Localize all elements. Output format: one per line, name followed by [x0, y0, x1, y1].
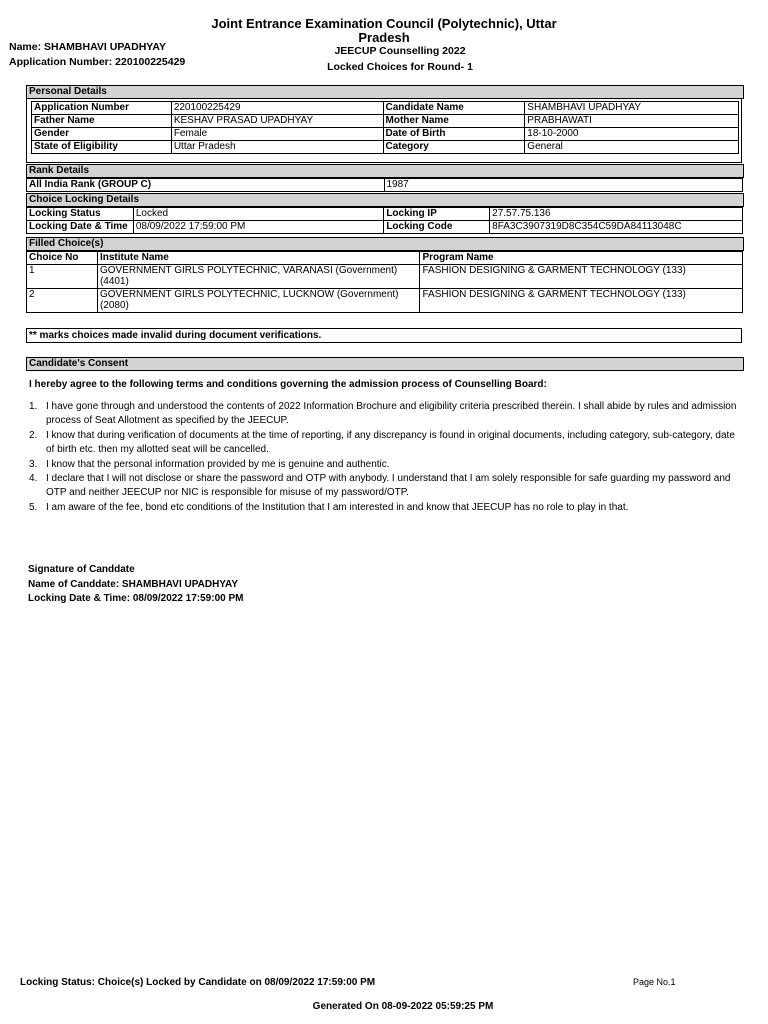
choice-no: 2 [27, 289, 98, 313]
signature-block [28, 563, 243, 607]
dob-label: Date of Birth [383, 128, 525, 141]
table-header-row [27, 252, 743, 265]
list-item: 1. I have gone through and understood the contents of 2022 Information Brochure and eligibility criteria prescribed therein. I shall abide by rules and admission process of Seat Allotment as specified by the JEECUP. [29, 401, 737, 427]
title-line-2: Pradesh [358, 30, 410, 45]
consent-item-text: I have gone through and understood the contents of 2022 Information Brochure and eligibility criteria prescribed therein. I shall abide by rules and admission process of Seat Allotment as specified by the JEECUP. [46, 401, 737, 427]
category-label: Category [383, 141, 525, 154]
invalid-choices-note: ** marks choices made invalid during document verifications. [26, 328, 742, 343]
consent-header: Candidate's Consent [26, 357, 744, 371]
counselling-subtitle: JEECUP Counselling 2022 [334, 45, 466, 57]
personal-details-header: Personal Details [26, 85, 744, 99]
locking-code-label: Locking Code [384, 221, 490, 234]
locking-status-label: Locking Status [27, 208, 134, 221]
gender-label: Gender [32, 128, 172, 141]
table-row [27, 221, 743, 234]
institute-name: GOVERNMENT GIRLS POLYTECHNIC, VARANASI (Government) (4401) [97, 265, 420, 289]
dob-value: 18-10-2000 [525, 128, 739, 141]
rank-details-table [26, 178, 743, 192]
state-value: Uttar Pradesh [171, 141, 383, 154]
personal-details-table [31, 101, 739, 154]
consent-intro: I hereby agree to the following terms and conditions governing the admission process of Counselling Board: [29, 379, 547, 390]
consent-list [29, 400, 744, 515]
rank-value: 1987 [384, 179, 743, 192]
generated-on: Generated On 08-09-2022 05:59:25 PM [312, 1001, 494, 1012]
round-subtitle: Locked Choices for Round- 1 [327, 61, 473, 73]
filled-choices-header: Filled Choice(s) [26, 237, 744, 251]
rank-details-header: Rank Details [26, 164, 744, 178]
father-name-label: Father Name [32, 115, 172, 128]
choice-locking-table [26, 207, 743, 234]
institute-name: GOVERNMENT GIRLS POLYTECHNIC, LUCKNOW (Government) (2080) [97, 289, 420, 313]
list-item: 4. I declare that I will not disclose or share the password and OTP with anybody. I understand that I am solely responsible for safe guarding my password and OTP and neither JEECUP nor NIC is responsible for misuse of my password/OTP. [29, 473, 731, 499]
father-name-value: KESHAV PRASAD UPADHYAY [171, 115, 383, 128]
consent-item-text: I am aware of the fee, bond etc conditions of the Institution that I am interested in and know that JEECUP has no role to play in that. [46, 501, 629, 513]
gender-value: Female [171, 128, 383, 141]
table-row [27, 179, 743, 192]
locking-ip-label: Locking IP [384, 208, 490, 221]
header-application-number: Application Number: 220100225429 [9, 56, 186, 68]
candidate-name-value: SHAMBHAVI UPADHYAY [525, 102, 739, 115]
signature-label: Signature of Canddate [28, 564, 135, 575]
consent-item-text: I declare that I will not disclose or share the password and OTP with anybody. I understand that I am solely responsible for safe guarding my password and OTP and neither JEECUP nor NIC is responsible for misuse of my password/OTP. [46, 473, 731, 499]
program-name-header: Program Name [420, 252, 743, 265]
table-row [27, 265, 743, 289]
locking-datetime-label: Locking Date & Time [27, 221, 134, 234]
candidate-name-label: Candidate Name [383, 102, 525, 115]
application-number-label: Application Number [32, 102, 172, 115]
program-name: FASHION DESIGNING & GARMENT TECHNOLOGY (133) [420, 265, 743, 289]
consent-item-text: I know that during verification of documents at the time of reporting, if any discrepancy is found in original documents, including category, sub-category, date of birth etc. then my allotted seat will be cancelled. [46, 429, 735, 456]
mother-name-value: PRABHAWATI [525, 115, 739, 128]
header-candidate-name: Name: SHAMBHAVI UPADHYAY [9, 41, 166, 53]
choice-no-header: Choice No [27, 252, 98, 265]
footer-locking-status: Locking Status: Choice(s) Locked by Candidate on 08/09/2022 17:59:00 PM [20, 977, 376, 988]
list-item: 2. I know that during verification of documents at the time of reporting, if any discrepancy is found in original documents, including category, sub-category, date of birth etc. then my allotted seat will be cancelled. [29, 429, 735, 456]
choice-locking-header: Choice Locking Details [26, 193, 744, 207]
filled-choices-table [26, 251, 743, 313]
locking-code-value: 8FA3C3907319D8C354C59DA84113048C [490, 221, 743, 234]
application-number-value: 220100225429 [171, 102, 383, 115]
rank-label: All India Rank (GROUP C) [27, 179, 385, 192]
state-label: State of Eligibility [32, 141, 172, 154]
locking-status-value: Locked [133, 208, 383, 221]
institute-name-header: Institute Name [97, 252, 420, 265]
page-number: Page No.1 [633, 977, 676, 987]
signature-candidate-name: Name of Canddate: SHAMBHAVI UPADHYAY [28, 578, 239, 590]
locking-datetime-value: 08/09/2022 17:59:00 PM [133, 221, 383, 234]
choice-no: 1 [27, 265, 98, 289]
table-row [32, 115, 739, 128]
signature-locking-datetime: Locking Date & Time: 08/09/2022 17:59:00 PM [28, 593, 244, 604]
table-row [32, 141, 739, 154]
program-name: FASHION DESIGNING & GARMENT TECHNOLOGY (133) [420, 289, 743, 313]
personal-details-box [26, 98, 742, 163]
table-row [32, 102, 739, 115]
locking-ip-value: 27.57.75.136 [490, 208, 743, 221]
list-item: 3. I know that the personal information provided by me is genuine and authentic. [29, 458, 390, 470]
mother-name-label: Mother Name [383, 115, 525, 128]
list-item: 5. I am aware of the fee, bond etc conditions of the Institution that I am interested in and know that JEECUP has no role to play in that. [29, 501, 629, 513]
table-row [27, 289, 743, 313]
table-row [27, 208, 743, 221]
category-value: General [525, 141, 739, 154]
title-line-1: Joint Entrance Examination Council (Polytechnic), Uttar [211, 16, 557, 31]
table-row [32, 128, 739, 141]
consent-item-text: I know that the personal information provided by me is genuine and authentic. [46, 458, 390, 470]
